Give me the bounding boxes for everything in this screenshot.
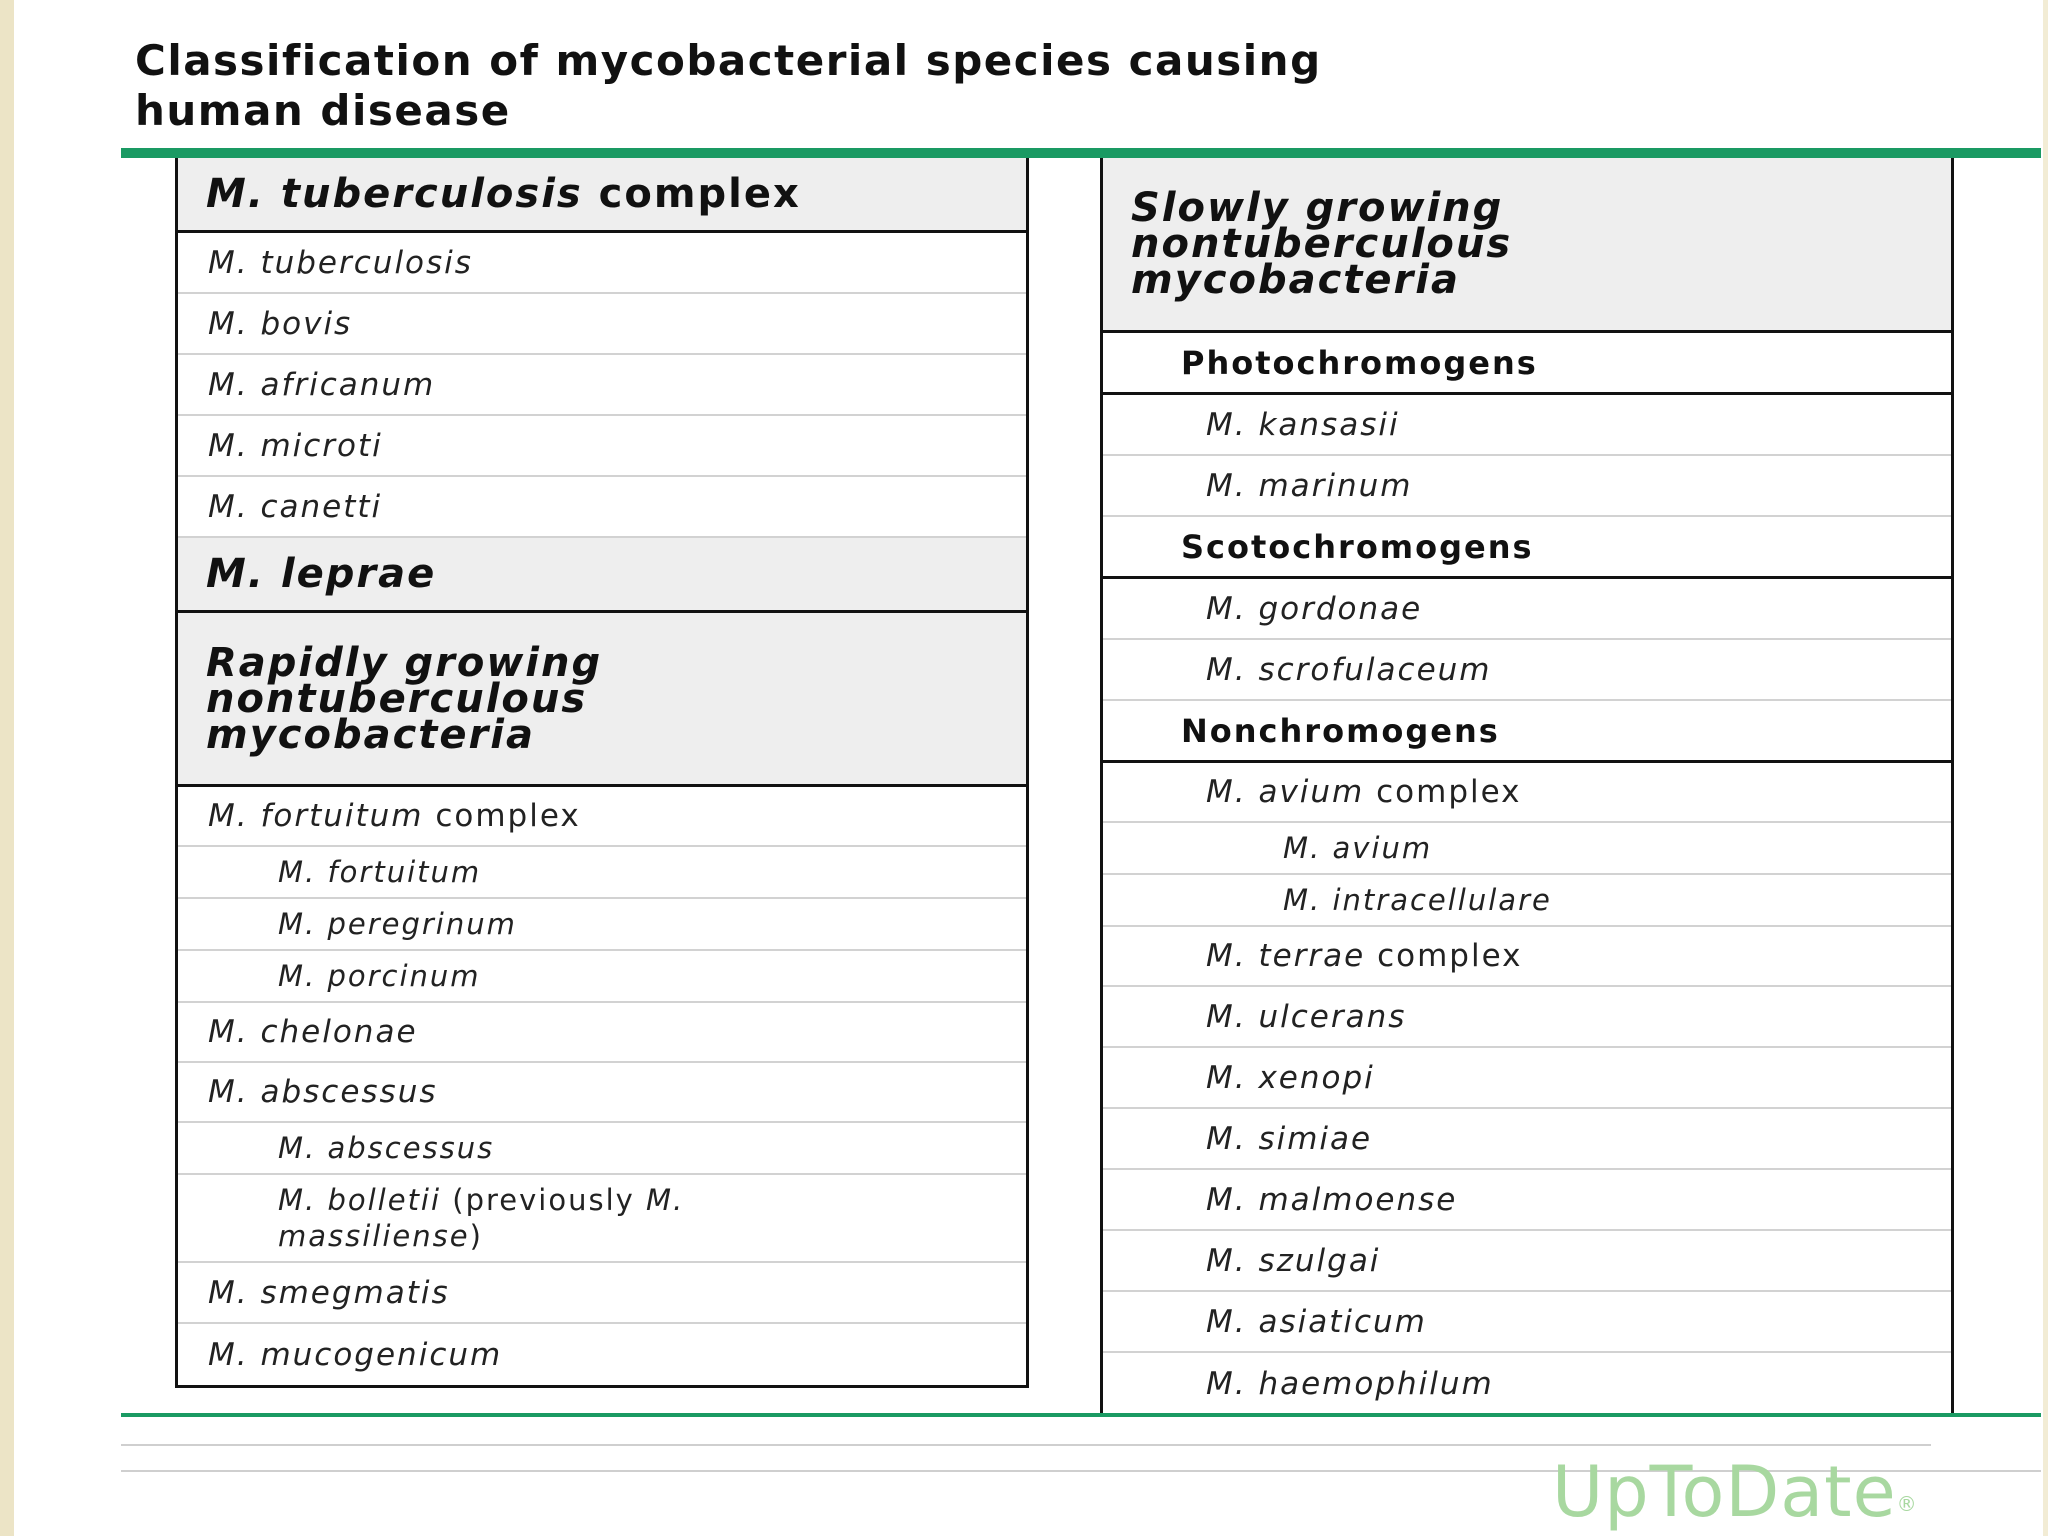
bolletii-plain: (previously [441,1183,647,1217]
massiliense-plain: ) [469,1219,483,1253]
terrae-complex-item [1103,927,1951,987]
tb-complex-header-italic: M. tuberculosis [206,170,583,217]
bolletii-italic-2: M. [646,1183,685,1217]
list-item: M. bovis [178,294,1026,355]
slow-header-line-3: mycobacteria [1131,257,1460,303]
terrae-complex-italic: M. terrae [1206,938,1366,974]
list-item: M. intracellulare [1103,875,1951,927]
rapid-header-line-2: nontuberculous [206,675,588,722]
uptodate-logo [1552,1452,1918,1532]
list-item: M. tuberculosis [178,233,1026,294]
photochromogens-subheader: Photochromogens [1103,333,1951,395]
avium-complex-italic: M. avium [1206,774,1365,810]
bottom-green-rule [121,1413,2041,1417]
list-item: M. canetti [178,477,1026,538]
right-background-strip [2043,0,2048,1536]
leprae-header: M. leprae [178,538,1026,613]
logo-text: UpToDate [1552,1451,1897,1533]
list-item: M. africanum [178,355,1026,416]
list-item: M. fortuitum [178,847,1026,899]
list-item: M. kansasii [1103,395,1951,456]
tb-complex-header-plain: complex [582,170,801,217]
fortuitum-complex-item [178,787,1026,847]
rapid-growing-header [178,613,1026,787]
list-item: M. microti [178,416,1026,477]
avium-complex-plain: complex [1364,774,1522,810]
list-item: M. marinum [1103,456,1951,517]
bolletii-line-1 [278,1182,684,1218]
scotochromogens-subheader: Scotochromogens [1103,517,1951,579]
top-green-rule [121,148,2041,158]
bolletii-italic: M. bolletii [278,1183,442,1217]
terrae-complex-plain: complex [1365,938,1523,974]
massiliense-italic: massiliense [278,1219,470,1253]
left-classification-table [175,158,1029,1388]
tb-complex-header [178,158,1026,233]
fortuitum-complex-italic: M. fortuitum [208,798,424,834]
list-item: M. smegmatis [178,1263,1026,1324]
list-item: M. abscessus [178,1123,1026,1175]
list-item: M. abscessus [178,1063,1026,1123]
list-item: M. szulgai [1103,1231,1951,1292]
slow-growing-header [1103,158,1951,333]
footer-divider-1 [121,1444,1931,1446]
fortuitum-complex-plain: complex [423,798,581,834]
avium-complex-item [1103,763,1951,823]
list-item: M. avium [1103,823,1951,875]
bolletii-item [178,1175,1026,1263]
list-item: M. xenopi [1103,1048,1951,1109]
list-item: M. haemophilum [1206,1365,1494,1402]
list-item: M. simiae [1103,1109,1951,1170]
registered-mark: ® [1896,1492,1918,1516]
list-item: M. gordonae [1103,579,1951,640]
rapid-header-line-3: mycobacteria [206,711,535,758]
list-item: M. scrofulaceum [1103,640,1951,701]
page-title [135,36,1935,136]
left-background-strip [0,0,14,1536]
rapid-header-line-1: Rapidly growing [206,639,603,686]
list-item: M. asiaticum [1103,1292,1951,1353]
list-item: M. ulcerans [1103,987,1951,1048]
title-line-1: Classification of mycobacterial species causing [135,36,1322,85]
slow-header-line-2: nontuberculous [1131,221,1513,267]
list-item: M. mucogenicum [208,1336,503,1373]
list-item: M. porcinum [178,951,1026,1003]
list-item: M. malmoense [1103,1170,1951,1231]
list-item: M. peregrinum [178,899,1026,951]
nonchromogens-subheader: Nonchromogens [1103,701,1951,763]
list-item: M. chelonae [178,1003,1026,1063]
bolletii-line-2 [278,1218,483,1254]
right-classification-table [1100,158,1954,1417]
title-line-2: human disease [135,86,511,135]
slow-header-line-1: Slowly growing [1131,185,1504,231]
